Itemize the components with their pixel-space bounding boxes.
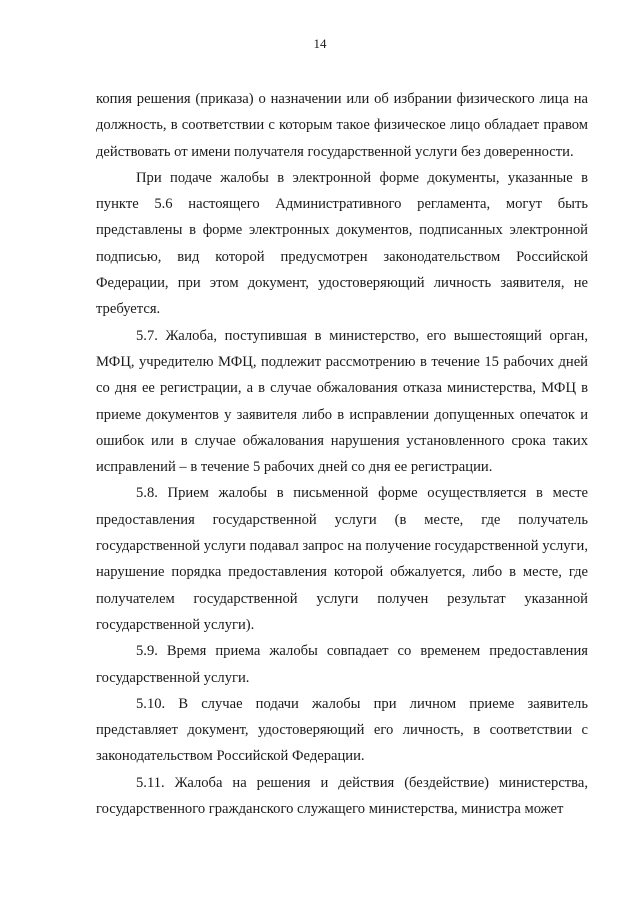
paragraph-5-10: 5.10. В случае подачи жалобы при личном приеме заявитель представляет документ, удостоверяющий его личность, в соответствии с законодательством Российской Федерации.: [96, 695, 588, 765]
page-number: 14: [313, 36, 327, 51]
paragraph-5-7: 5.7. Жалоба, поступившая в министерство, его вышестоящий орган, МФЦ, учредителю МФЦ, подлежит рассмотрению в течение 15 рабочих дней со дня ее регистрации, а в случае обжалования отказа министерства, МФЦ в приеме документов у заявителя либо в исправлении допущенных опечаток и ошибок или в случае обжалования нарушения установленного срока таких исправлений – в течение 5 рабочих дней со дня ее регистрации.: [96, 327, 588, 476]
paragraph-5-11: 5.11. Жалоба на решения и действия (бездействие) министерства, государственного гражданского служащего министерства, министра может: [96, 774, 588, 818]
paragraph-5-8: 5.8. Прием жалобы в письменной форме осуществляется в месте предоставления государственной услуги (в месте, где получатель государственной услуги подавал запрос на получение государственной услуги, нарушение порядка предоставления которой обжалуется, либо в месте, где получателем государственной услуги получен результат указанной государственной услуги).: [96, 485, 588, 633]
paragraph-5-9: 5.9. Время приема жалобы совпадает со временем предоставления государственной услуги.: [96, 643, 588, 686]
paragraph-electronic-form: При подаче жалобы в электронной форме документы, указанные в пункте 5.6 настоящего Административного регламента, могут быть представлены в форме электронных документов, подписанных электронной подписью, вид которой предусмотрен законодательством Российской Федерации, при этом документ, удостоверяющий личность заявителя, не требуется.: [96, 169, 588, 318]
document-body: [96, 86, 588, 822]
paragraph-continuation: копия решения (приказа) о назначении или об избрании физического лица на должность, в соответствии с которым такое физическое лицо обладает правом действовать от имени получателя государственной услуги без доверенности.: [96, 91, 588, 160]
